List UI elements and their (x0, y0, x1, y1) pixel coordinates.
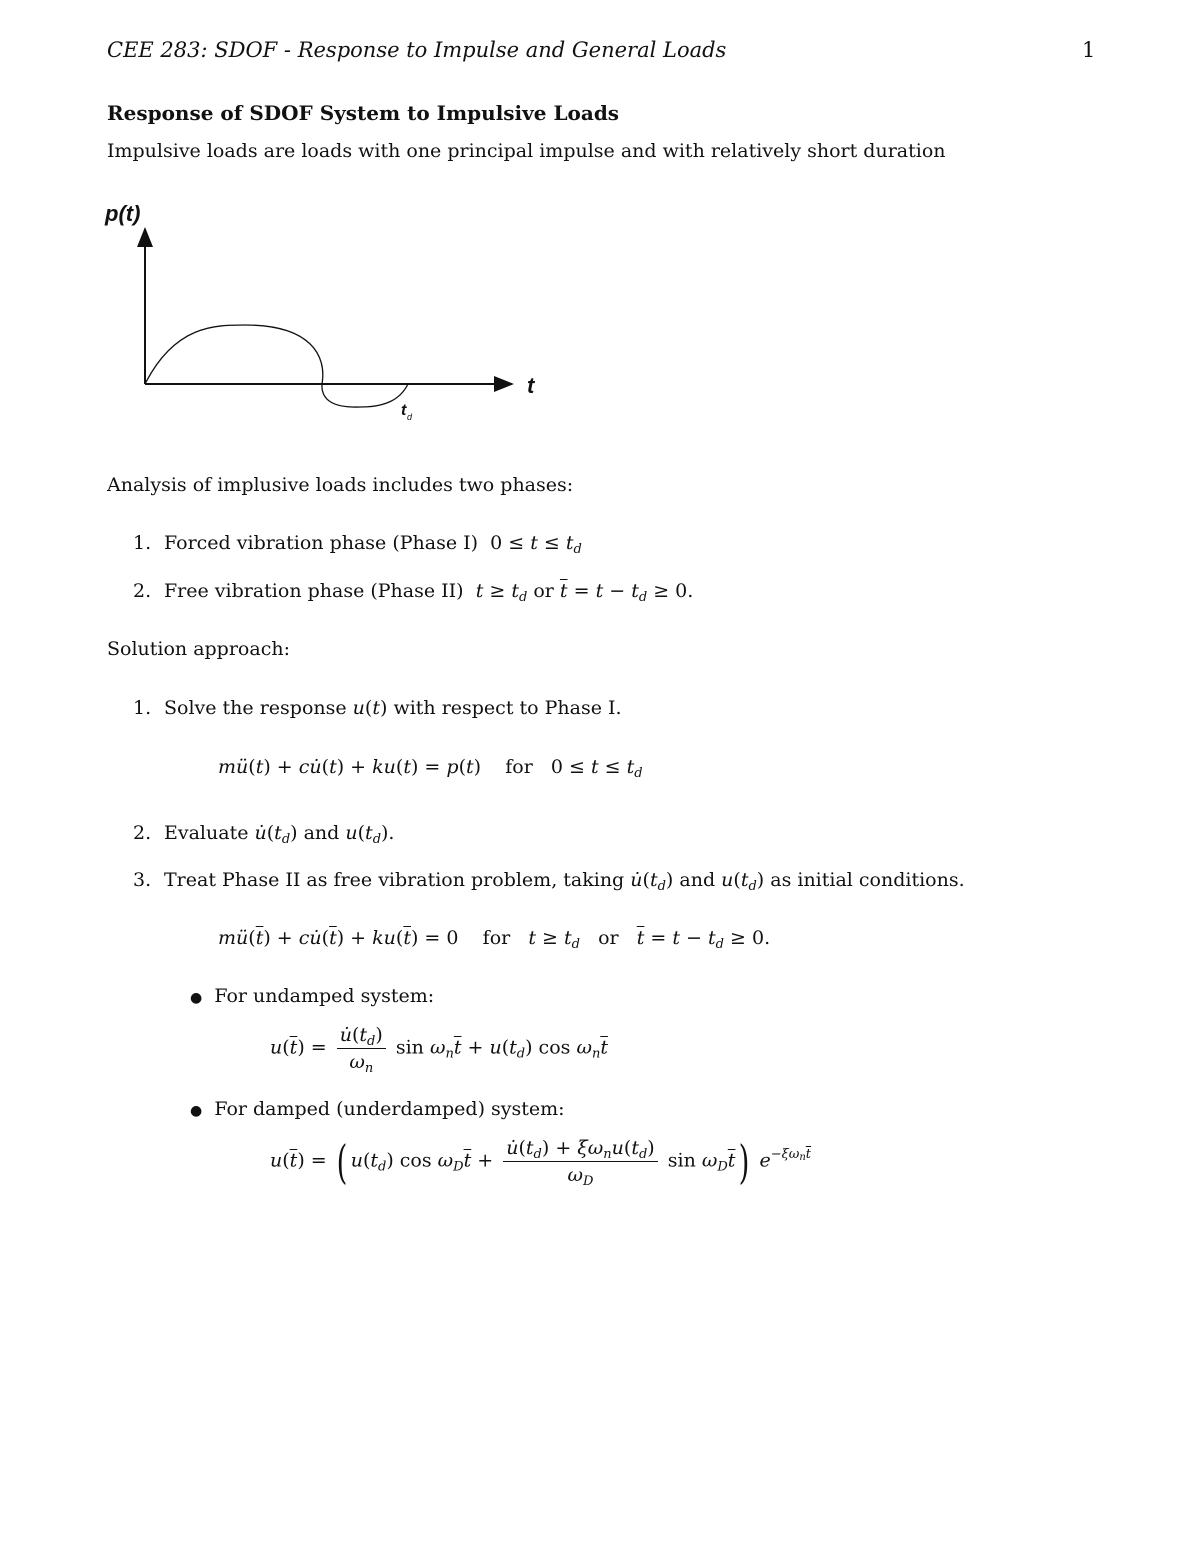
analysis-intro: Analysis of implusive loads includes two phases: (107, 474, 574, 496)
step3-item: Treat Phase II as free vibration problem, taking $u̇(t_d)$ and $u(t_d)$ as initial conditions. (164, 869, 965, 894)
bullet-undamped: ● For undamped system: (190, 985, 435, 1007)
step1-number: 1. (133, 697, 152, 719)
equation-damped: $u(\overline{t})$ = ( $u(t_d)$ $\cos \omega_D\overline{t}$ + $\frac{u̇(t_d) + \xi\omega_nu(t_d)}{\omega_D}$ $\sin \omega_D\overline{t}$) $e^{-\xi\omega_n\overline{t}}$ (270, 1134, 812, 1189)
page-number: 1 (1082, 38, 1096, 62)
y-axis-label: p(t) (105, 201, 141, 226)
phase1-range: $0 \le t \le t_d$ (484, 532, 582, 557)
equation-free: $mü(\overline{t})$ + $cu̇(\overline{t}) + ku(\overline{t}) = 0$ for $t \ge t_d$ or $\overline{t} = t - t_d \ge 0$. (218, 927, 771, 952)
equation-forced: mü(t) + cu̇(t) + ku(t) = p(t) for $0 \le t \le t_d$ (218, 756, 643, 781)
equation-undamped: $u(\overline{t})$ = $\frac{u̇(t_d)}{\omega_n}$ $\sin \omega_n\overline{t} + u(t_d)$ $\cos \omega_n\overline{t}$ (270, 1024, 608, 1076)
impulse-load-figure (95, 195, 555, 435)
running-header: CEE 283: SDOF - Response to Impulse and General Loads (107, 38, 727, 62)
intro-paragraph: Impulsive loads are loads with one principal impulse and with relatively short duration (107, 140, 946, 162)
phase1-item (164, 532, 582, 557)
step3-number: 3. (133, 869, 152, 891)
phase1-number: 1. (133, 532, 152, 554)
solution-intro: Solution approach: (107, 638, 290, 660)
duration-subscript: d (407, 412, 413, 422)
phase2-range: $t \ge t_d$ or $\overline{t} = t - t_d \ge 0$. (475, 580, 694, 605)
duration-label: t (401, 402, 407, 419)
load-curve (145, 325, 408, 407)
section-title: Response of SDOF System to Impulsive Loads (107, 101, 620, 125)
phase2-item (164, 580, 694, 605)
phase1-text: Forced vibration phase (Phase I) (164, 532, 479, 554)
step2-number: 2. (133, 822, 152, 844)
phase2-number: 2. (133, 580, 152, 602)
bullet-damped: ● For damped (underdamped) system: (190, 1098, 565, 1120)
phase2-text: Free vibration phase (Phase II) (164, 580, 464, 602)
x-axis-label: t (527, 373, 535, 398)
step1-item: Solve the response u(t) with respect to Phase I. (164, 697, 622, 719)
step2-item: Evaluate $u̇(t_d)$ and $u(t_d)$. (164, 822, 395, 847)
